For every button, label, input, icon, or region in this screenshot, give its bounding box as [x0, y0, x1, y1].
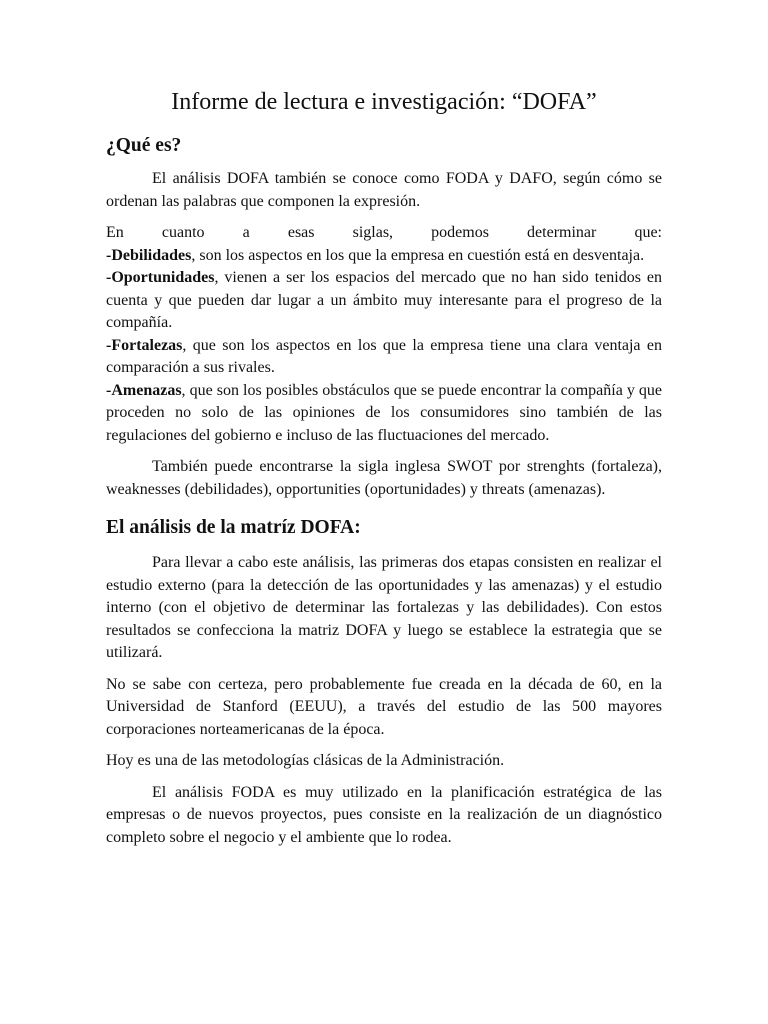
definition-text: , que son los aspectos en los que la empresa tiene una clara ventaja en comparación a sus rivales.: [106, 336, 662, 377]
definition-text: , que son los posibles obstáculos que se puede encontrar la compañía y que proceden no solo de las opiniones de los consumidores sino también de las regulaciones del gobierno e incluso de las fluctuaciones del mercado.: [106, 381, 662, 444]
definitions-block: [106, 222, 662, 447]
section-heading-que-es: ¿Qué es?: [106, 134, 182, 156]
section-heading-analisis-matriz: El análisis de la matríz DOFA:: [106, 517, 361, 539]
definition-item-amenazas: [106, 380, 662, 448]
document-title: Informe de lectura e investigación: “DOFA”: [171, 89, 597, 115]
definition-item-debilidades: [106, 245, 662, 268]
definition-term: -Amenazas: [106, 381, 182, 399]
analysis-paragraph-3: Hoy es una de las metodologías clásicas de la Administración.: [106, 752, 505, 770]
intro-paragraph: El análisis DOFA también se conoce como FODA y DAFO, según cómo se ordenan las palabras que componen la expresión.: [106, 170, 662, 210]
definition-item-oportunidades: [106, 267, 662, 335]
definition-text: , vienen a ser los espacios del mercado que no han sido tenidos en cuenta y que pueden dar lugar a un ámbito muy interesante para el progreso de la compañía.: [106, 269, 662, 332]
analysis-paragraph-4: El análisis FODA es muy utilizado en la planificación estratégica de las empresas o de nuevos proyectos, pues consiste en la realización de un diagnóstico completo sobre el negocio y el ambiente que lo rodea.: [106, 783, 662, 846]
definition-term: -Debilidades: [106, 246, 192, 264]
definition-term: -Oportunidades: [106, 269, 215, 287]
definition-item-fortalezas: [106, 335, 662, 380]
definition-text: , son los aspectos en los que la empresa en cuestión está en desventaja.: [191, 246, 645, 264]
analysis-paragraph-2: No se sabe con certeza, pero probablemente fue creada en la década de 60, en la Universidad de Stanford (EEUU), a través del estudio de las 500 mayores corporaciones norteamericanas de la época.: [106, 675, 662, 738]
swot-paragraph: También puede encontrarse la sigla inglesa SWOT por strenghts (fortaleza), weaknesses (debilidades), opportunities (oportunidades) y threats (amenazas).: [106, 458, 662, 498]
definition-term: -Fortalezas: [106, 336, 183, 354]
definitions-lead: En cuanto a esas siglas, podemos determinar que:: [106, 224, 662, 242]
analysis-paragraph-1: Para llevar a cabo este análisis, las primeras dos etapas consisten en realizar el estudio externo (para la detección de las oportunidades y las amenazas) y el estudio interno (con el objetivo de determinar las fortalezas y las debilidades). Con estos resultados se confecciona la matriz DOFA y luego se establece la estrategia que se utilizará.: [106, 554, 662, 662]
